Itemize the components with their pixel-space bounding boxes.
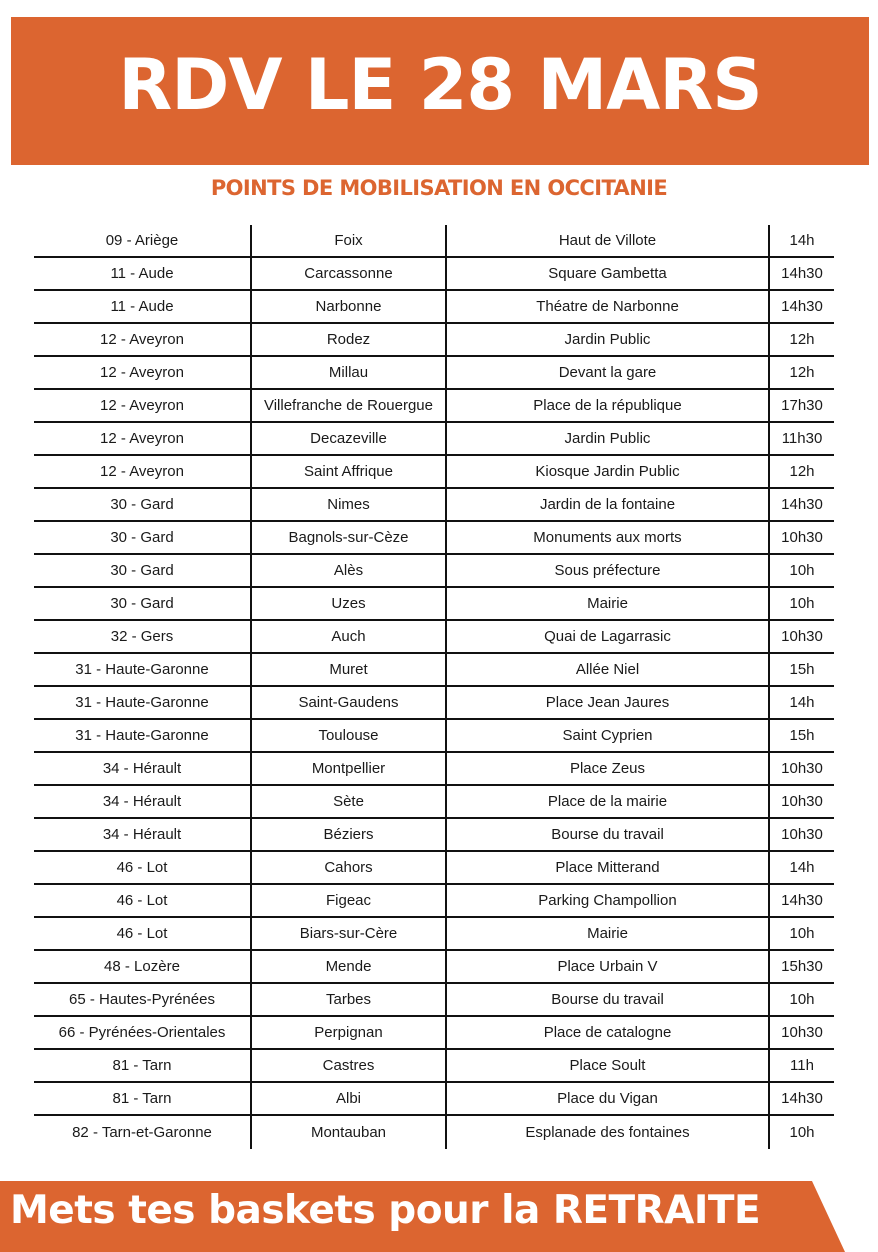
time-cell: 10h [769,983,834,1016]
location-cell: Place Mitterand [446,851,769,884]
department-cell: 11 - Aude [34,257,251,290]
location-cell: Mairie [446,917,769,950]
city-cell: Castres [251,1049,446,1082]
table-body [34,225,834,1149]
department-cell: 30 - Gard [34,587,251,620]
time-cell: 10h [769,1115,834,1149]
city-cell: Saint Affrique [251,455,446,488]
city-cell: Figeac [251,884,446,917]
city-cell: Muret [251,653,446,686]
department-cell: 30 - Gard [34,521,251,554]
department-cell: 82 - Tarn-et-Garonne [72,1124,212,1141]
location-cell: Kiosque Jardin Public [446,455,769,488]
department-cell: 31 - Haute-Garonne [34,653,251,686]
location-cell: Place du Vigan [446,1082,769,1115]
location-cell: Allée Niel [446,653,769,686]
page-subtitle: POINTS DE MOBILISATION EN OCCITANIE [210,176,668,200]
city-cell: Montauban [251,1115,446,1149]
department-cell: 31 - Haute-Garonne [34,686,251,719]
time-cell: 14h30 [769,884,834,917]
department-cell: 09 - Ariège [34,225,251,257]
slogan-banner [0,1181,878,1252]
time-cell: 14h [769,225,834,257]
city-cell: Mende [251,950,446,983]
city-cell: Decazeville [251,422,446,455]
department-cell: 32 - Gers [34,620,251,653]
city-cell: Albi [251,1082,446,1115]
city-cell: Tarbes [251,983,446,1016]
time-cell: 17h30 [769,389,834,422]
location-cell: Jardin Public [446,323,769,356]
table-row [34,455,834,488]
table-row [34,290,834,323]
location-cell: Place Zeus [446,752,769,785]
time-cell: 15h [769,653,834,686]
table-row [34,554,834,587]
time-cell: 14h [769,686,834,719]
location-cell: Sous préfecture [446,554,769,587]
table-row [34,686,834,719]
department-cell: 30 - Gard [34,554,251,587]
city-cell: Narbonne [251,290,446,323]
department-cell: 31 - Haute-Garonne [34,719,251,752]
department-cell: 12 - Aveyron [34,422,251,455]
table-row [34,752,834,785]
time-cell: 14h30 [769,488,834,521]
city-cell: Foix [251,225,446,257]
time-cell: 10h30 [769,818,834,851]
time-cell: 12h [769,323,834,356]
location-cell: Esplanade des fontaines [446,1115,769,1149]
city-cell: Saint-Gaudens [251,686,446,719]
table-row [34,719,834,752]
time-cell: 10h30 [769,1016,834,1049]
department-cell: 11 - Aude [34,290,251,323]
city-cell: Toulouse [251,719,446,752]
time-cell: 10h [769,587,834,620]
time-cell: 12h [769,455,834,488]
department-cell: 34 - Hérault [34,752,251,785]
city-cell: Cahors [251,851,446,884]
location-cell: Place de la mairie [446,785,769,818]
table-row [34,653,834,686]
time-cell: 14h30 [769,1082,834,1115]
location-cell: Place Soult [446,1049,769,1082]
city-cell: Rodez [251,323,446,356]
location-cell: Devant la gare [446,356,769,389]
location-cell: Place de la république [446,389,769,422]
location-cell: Quai de Lagarrasic [446,620,769,653]
table-row [34,818,834,851]
department-cell: 66 - Pyrénées-Orientales [34,1016,251,1049]
time-cell: 11h30 [769,422,834,455]
department-cell: 46 - Lot [34,851,251,884]
slogan-text: Mets tes baskets pour la RETRAITE [10,1188,761,1233]
city-cell: Carcassonne [251,257,446,290]
table-row [34,422,834,455]
time-cell: 10h30 [769,620,834,653]
time-cell: 11h [769,1049,834,1082]
department-cell: 65 - Hautes-Pyrénées [34,983,251,1016]
location-cell: Jardin Public [446,422,769,455]
table-row [34,521,834,554]
table-row [34,323,834,356]
mobilisation-table [34,225,834,1149]
city-cell: Auch [251,620,446,653]
time-cell: 10h30 [769,521,834,554]
time-cell: 10h [769,554,834,587]
time-cell: 12h [769,356,834,389]
table-row [34,1049,834,1082]
city-cell: Uzes [251,587,446,620]
table-row [34,257,834,290]
table-row [34,851,834,884]
time-cell: 15h [769,719,834,752]
table-row [34,884,834,917]
time-cell: 10h [769,917,834,950]
city-cell: Perpignan [251,1016,446,1049]
time-cell: 10h30 [769,752,834,785]
department-cell: 34 - Hérault [34,785,251,818]
department-cell: 12 - Aveyron [34,389,251,422]
table-row [34,1115,834,1149]
time-cell: 10h30 [769,785,834,818]
location-cell: Jardin de la fontaine [446,488,769,521]
table-row [34,225,834,257]
table-row [34,983,834,1016]
city-cell: Nimes [251,488,446,521]
location-cell: Haut de Villote [446,225,769,257]
department-cell: 81 - Tarn [34,1049,251,1082]
department-cell: 46 - Lot [34,884,251,917]
table-row [34,488,834,521]
department-cell: 30 - Gard [34,488,251,521]
table-row [34,1082,834,1115]
table-row [34,356,834,389]
location-cell: Théatre de Narbonne [446,290,769,323]
table-row [34,785,834,818]
city-cell: Béziers [251,818,446,851]
city-cell: Montpellier [251,752,446,785]
title-banner [11,17,869,165]
department-cell: 12 - Aveyron [34,356,251,389]
location-cell: Place Jean Jaures [446,686,769,719]
table-row [34,950,834,983]
table-row [34,1016,834,1049]
table-row [34,620,834,653]
time-cell: 14h [769,851,834,884]
location-cell: Bourse du travail [446,818,769,851]
mobilisation-table-container [34,225,834,1149]
city-cell: Sète [251,785,446,818]
page-title: RDV LE 28 MARS [118,44,762,126]
time-cell: 15h30 [769,950,834,983]
table-row [34,587,834,620]
location-cell: Parking Champollion [446,884,769,917]
time-cell: 14h30 [769,257,834,290]
department-cell: 12 - Aveyron [34,455,251,488]
city-cell: Alès [251,554,446,587]
department-cell: 48 - Lozère [34,950,251,983]
location-cell: Monuments aux morts [446,521,769,554]
location-cell: Bourse du travail [446,983,769,1016]
city-cell: Villefranche de Rouergue [251,389,446,422]
department-cell: 81 - Tarn [34,1082,251,1115]
department-cell: 12 - Aveyron [34,323,251,356]
table-row [34,389,834,422]
department-cell: 46 - Lot [34,917,251,950]
location-cell: Place de catalogne [446,1016,769,1049]
time-cell: 14h30 [769,290,834,323]
location-cell: Mairie [446,587,769,620]
location-cell: Square Gambetta [446,257,769,290]
department-cell: 34 - Hérault [34,818,251,851]
location-cell: Saint Cyprien [446,719,769,752]
city-cell: Bagnols-sur-Cèze [251,521,446,554]
table-row [34,917,834,950]
location-cell: Place Urbain V [446,950,769,983]
city-cell: Biars-sur-Cère [251,917,446,950]
city-cell: Millau [251,356,446,389]
